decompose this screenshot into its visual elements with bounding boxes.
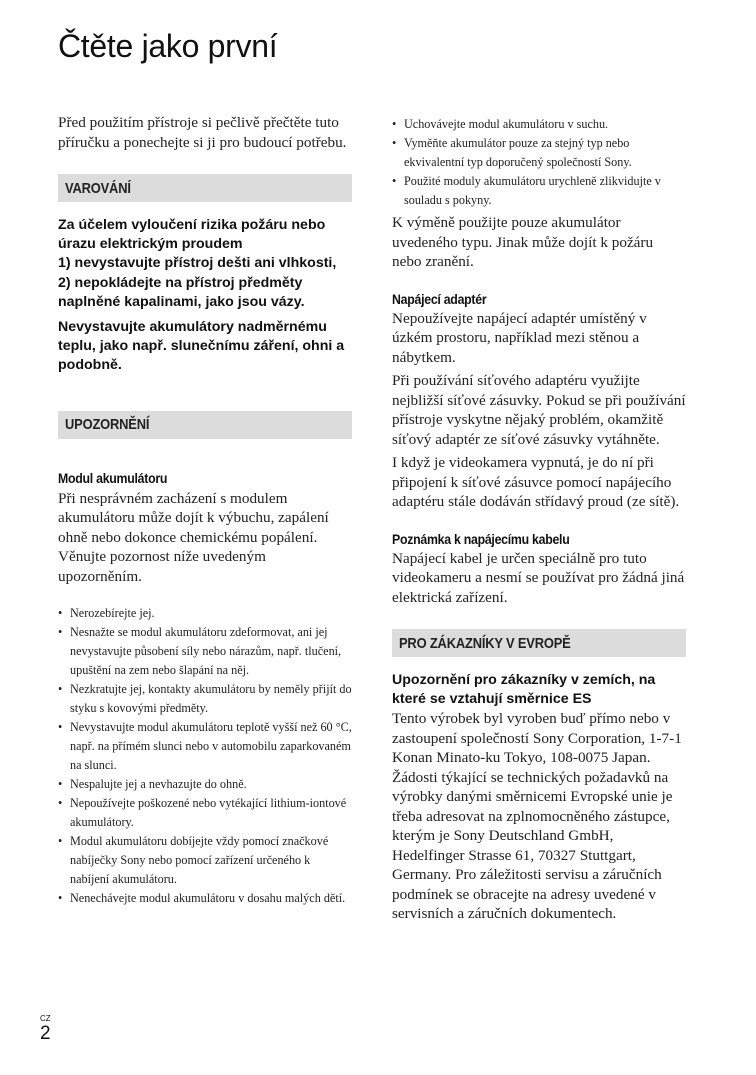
page-number-block [40, 1014, 51, 1044]
europe-section-bar [392, 629, 686, 657]
left-column [58, 110, 352, 908]
list-item: • Nerozebírejte jej. [58, 606, 155, 621]
battery-bullet-list [58, 604, 352, 908]
adapter-text-1: Nepoužívejte napájecí adaptér umístěný v úzkém prostoru, například mezi stěnou a nábytkem. [392, 309, 647, 366]
intro-text: Před použitím přístroje si pečlivě přečtěte tuto příručku a ponechejte si ji pro budoucí potřebu. [58, 114, 347, 151]
list-item: • Nezkratujte jej, kontakty akumulátoru by neměly přijít do styku s kovovými předměty. [58, 682, 352, 716]
europe-text: Tento výrobek byl vyroben buď přímo nebo v zastoupení společností Sony Corporation, 1-7-1 Konan Minato-ku Tokyo, 108-0075 Japan. Žádosti týkající se technických požadavků na výrobky danými směrnicemi Evropské unie je třeba adresovat na zplnomocněného zástupce, kterým je Sony Deutschland GmbH, Hedelfinger Strasse 61, 70327 Stuttgart, Germany. Pro záležitosti servisu a záručních podmínek se obracejte na adresy uvedené v servisních a záručních dokumentech. [392, 710, 682, 923]
europe-section-title: PRO ZÁKAZNÍKY V EVROPĚ [399, 634, 571, 652]
warning-text-heat: Nevystavujte akumulátory nadměrnému teplu, jako např. slunečnímu záření, ohni a podobně. [58, 319, 345, 374]
adapter-text-3: I když je videokamera vypnutá, je do ní při připojení k síťové zásuvce pomocí napájecího adaptéru stále dodáván střídavý proud (ze sítě). [392, 454, 680, 510]
battery-text: Při nesprávném zacházení s modulem akumulátoru může dojít k výbuchu, zapálení ohně nebo dokonce chemickému popálení. Věnujte pozornost níže uvedeným upozorněním. [58, 489, 329, 585]
adapter-heading: Napájecí adaptér [392, 290, 487, 307]
language-code: CZ [40, 1014, 51, 1023]
caution-section-bar [58, 411, 352, 439]
page-title: Čtěte jako první [58, 28, 278, 64]
list-item: • Modul akumulátoru dobíjejte vždy pomocí značkové nabíječky Sony nebo pomocí zařízení určeného k nabíjení akumulátoru. [58, 834, 329, 887]
list-item: • Vyměňte akumulátor pouze za stejný typ nebo ekvivalentní typ doporučený společností Sony. [392, 136, 632, 169]
list-item: • Použité moduly akumulátoru urychleně zlikvidujte v souladu s pokyny. [392, 174, 661, 207]
europe-heading: Upozornění pro zákazníky v zemích, na které se vztahují směrnice ES [392, 672, 656, 708]
list-item: • Nenechávejte modul akumulátoru v dosahu malých dětí. [58, 891, 346, 906]
battery-bullet-list-continued [392, 115, 686, 210]
replacement-text: K výměně použijte pouze akumulátor uvedeného typu. Jinak může dojít k požáru nebo zranění. [392, 214, 654, 270]
page-number: 2 [40, 1023, 51, 1044]
list-item: • Uchovávejte modul akumulátoru v suchu. [392, 117, 609, 131]
adapter-text-2: Při používání síťového adaptéru využijte nejbližší síťové zásuvky. Pokud se při používání přístroje vyskytne nějaký problém, okamžitě síťový adaptér ze síťové zásuvky vytáhněte. [392, 372, 686, 448]
caution-section-title: UPOZORNĚNÍ [65, 416, 150, 434]
right-column [392, 110, 686, 924]
list-item: • Nespalujte jej a nevhazujte do ohně. [58, 777, 247, 792]
warning-section-title: VAROVÁNÍ [65, 179, 131, 197]
cable-text: Napájecí kabel je určen speciálně pro tuto videokameru a nesmí se používat pro žádná jiná elektrická zařízení. [392, 549, 685, 606]
warning-section-bar [58, 174, 352, 202]
list-item: • Nevystavujte modul akumulátoru teplotě vyšší než 60 °C, např. na přímém slunci nebo v automobilu zaparkovaném na slunci. [58, 720, 352, 773]
list-item: • Nepoužívejte poškozené nebo vytékající lithium-iontové akumulátory. [58, 796, 347, 830]
battery-heading: Modul akumulátoru [58, 469, 168, 486]
list-item: • Nesnažte se modul akumulátoru zdeformovat, ani jej nevystavujte působení síly nebo nárazům, např. tlučení, upuštění na zem nebo šlapání na něj. [58, 625, 342, 678]
warning-text-fire: Za účelem vyloučení rizika požáru nebo úrazu elektrickým proudem 1) nevystavujte přístroj dešti ani vlhkosti, 2) nepokládejte na přístroj předměty naplněné kapalinami, jako jsou vázy. [58, 217, 337, 310]
cable-heading: Poznámka k napájecímu kabelu [392, 530, 570, 547]
